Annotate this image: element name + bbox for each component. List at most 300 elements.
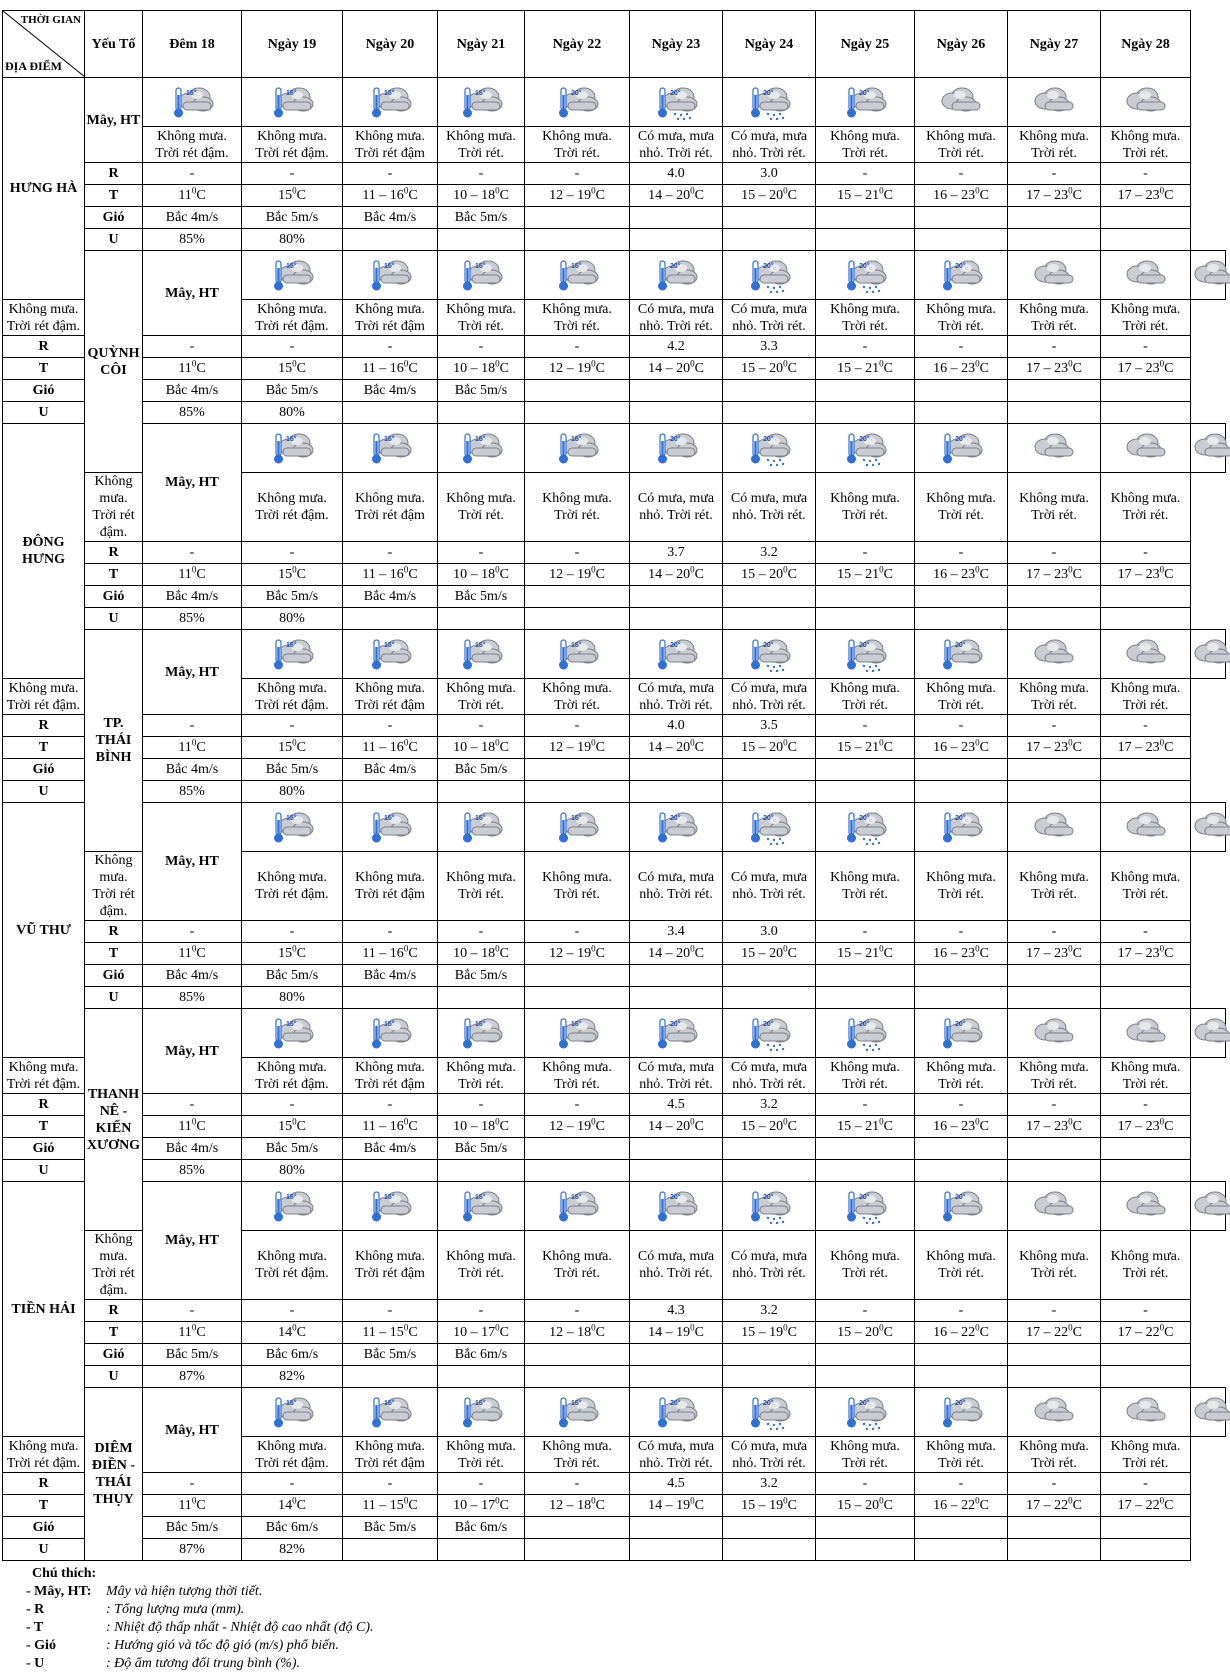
humidity-value xyxy=(525,1539,630,1561)
desc-line: nhỏ. Trời rét. xyxy=(639,508,713,523)
cloud-thermometer-icon xyxy=(367,428,413,468)
weather-desc xyxy=(915,1231,1008,1300)
weather-icon-cell xyxy=(1191,803,1226,852)
rain-value: - xyxy=(816,1094,915,1116)
temp-range: 16 – 23 xyxy=(933,361,976,376)
degree-mark: 0 xyxy=(975,737,980,748)
degree-mark: 0 xyxy=(292,737,297,748)
cloud-icon xyxy=(1191,428,1230,468)
desc-line: Không mưa. xyxy=(355,128,425,144)
weather-icon-cell xyxy=(525,1009,630,1058)
element-t: T xyxy=(85,943,143,965)
temp-range: 17 – 23 xyxy=(1026,946,1069,961)
humidity-value xyxy=(343,1160,438,1182)
temp-value xyxy=(242,1116,343,1138)
desc-line: Không mưa. xyxy=(94,1232,133,1264)
rain-value: - xyxy=(343,542,438,564)
weather-desc xyxy=(1101,852,1191,921)
temp-unit: C xyxy=(694,946,704,961)
desc-line: Trời rét. xyxy=(554,145,600,161)
temp-unit: C xyxy=(1072,1498,1082,1513)
day-header: Ngày 19 xyxy=(242,11,343,78)
humidity-value xyxy=(1101,987,1191,1009)
temp-value xyxy=(242,564,343,586)
rain-cloud-thermometer-icon xyxy=(746,1013,792,1053)
humidity-value xyxy=(343,229,438,251)
wind-value xyxy=(816,586,915,608)
desc-line: Không mưa. xyxy=(1110,680,1181,696)
desc-line: Trời rét đậm xyxy=(355,318,425,334)
degree-mark: 0 xyxy=(1068,1495,1073,1506)
desc-line: Không mưa. xyxy=(446,1059,516,1075)
weather-icon-cell xyxy=(1008,78,1101,127)
weather-desc xyxy=(1101,300,1191,336)
temp-value xyxy=(438,185,525,207)
weather-desc xyxy=(143,127,242,163)
legend-key: - R xyxy=(26,1602,45,1617)
weather-desc xyxy=(1008,1437,1101,1473)
weather-icon-cell xyxy=(1101,424,1191,473)
rain-value: 4.0 xyxy=(630,715,723,737)
weather-icon-cell xyxy=(343,1009,438,1058)
weather-desc xyxy=(343,127,438,163)
cloud-icon xyxy=(1191,634,1230,674)
cloud-icon xyxy=(1191,1013,1230,1053)
temp-value xyxy=(343,943,438,965)
cloud-thermometer-icon xyxy=(367,634,413,674)
temp-label: 15° xyxy=(571,1194,582,1201)
weather-desc xyxy=(438,473,525,542)
cloud-thermometer-icon xyxy=(653,428,699,468)
temp-label: 20° xyxy=(670,642,681,649)
desc-line: Trời rét. xyxy=(1031,318,1077,334)
temp-unit: C xyxy=(787,567,797,582)
rain-value: - xyxy=(915,163,1008,185)
humidity-value xyxy=(1008,1366,1101,1388)
wind-value xyxy=(630,759,723,781)
desc-line: Trời rét. xyxy=(938,1266,984,1281)
weather-desc xyxy=(723,679,816,715)
weather-icon-cell xyxy=(630,424,723,473)
desc-line: Không mưa. xyxy=(830,1059,900,1075)
desc-line: Trời rét đậm. xyxy=(255,145,329,161)
degree-mark: 0 xyxy=(1068,185,1073,196)
weather-icon-cell xyxy=(525,1182,630,1231)
temp-range: 10 – 18 xyxy=(453,946,496,961)
rain-value: - xyxy=(143,542,242,564)
rain-value: - xyxy=(1008,542,1101,564)
weather-icon-cell xyxy=(242,251,343,300)
humidity-value xyxy=(525,229,630,251)
temp-unit: C xyxy=(694,740,704,755)
weather-icon-cell xyxy=(816,1182,915,1231)
cloud-thermometer-icon xyxy=(458,255,504,295)
temp-label: 15° xyxy=(384,1400,395,1407)
cloud-thermometer-icon xyxy=(653,1013,699,1053)
degree-mark: 0 xyxy=(975,1116,980,1127)
weather-desc xyxy=(242,1231,343,1300)
degree-mark: 0 xyxy=(495,564,500,575)
temp-unit: C xyxy=(694,361,704,376)
weather-icon-cell xyxy=(723,803,816,852)
wind-value: Bắc 4m/s xyxy=(143,380,242,402)
temp-range: 15 xyxy=(278,567,293,582)
rain-value: - xyxy=(1008,715,1101,737)
wind-value: Bắc 5m/s xyxy=(438,759,525,781)
legend-item xyxy=(26,1601,1226,1619)
humidity-value xyxy=(343,402,438,424)
desc-line: Không mưa. xyxy=(8,1438,79,1454)
temp-value xyxy=(1008,943,1101,965)
humidity-value xyxy=(438,402,525,424)
desc-line: Trời rét. xyxy=(842,508,888,523)
station-temp-row xyxy=(3,358,1226,380)
degree-mark: 0 xyxy=(879,1495,884,1506)
temp-range: 17 – 23 xyxy=(1026,361,1069,376)
humidity-value: 80% xyxy=(242,229,343,251)
temp-value xyxy=(630,564,723,586)
weather-icon-cell xyxy=(525,1388,630,1437)
temp-unit: C xyxy=(1164,1119,1174,1134)
degree-mark: 0 xyxy=(1068,943,1073,954)
station-name: DIÊM ĐIỀN - THÁI THỤY xyxy=(85,1388,143,1561)
desc-line: Trời rét. xyxy=(458,1455,504,1471)
temp-range: 11 xyxy=(178,1498,192,1513)
station-humidity-row xyxy=(3,608,1226,630)
weather-icon-cell xyxy=(816,630,915,679)
weather-icon-cell xyxy=(723,1182,816,1231)
station-temp-row xyxy=(3,1116,1226,1138)
weather-desc xyxy=(438,127,525,163)
temp-value xyxy=(1008,564,1101,586)
wind-value xyxy=(723,1138,816,1160)
station-icon-row xyxy=(3,1009,1226,1058)
desc-line: Có mưa, mưa xyxy=(637,680,715,696)
degree-mark: 0 xyxy=(690,1322,695,1333)
rain-value: - xyxy=(525,1300,630,1322)
cloud-icon xyxy=(1191,807,1230,847)
rain-value: 3.2 xyxy=(723,542,816,564)
wind-value: Bắc 5m/s xyxy=(143,1517,242,1539)
humidity-value xyxy=(343,1366,438,1388)
humidity-value: 80% xyxy=(242,1160,343,1182)
wind-value xyxy=(525,1517,630,1539)
element-u: U xyxy=(85,987,143,1009)
temp-label: 15° xyxy=(384,1194,395,1201)
weather-desc xyxy=(242,1437,343,1473)
temp-value xyxy=(525,358,630,380)
degree-mark: 0 xyxy=(1068,1116,1073,1127)
element-t: T xyxy=(3,737,85,759)
weather-icon-cell xyxy=(438,1388,525,1437)
temp-range: 11 xyxy=(178,188,192,203)
degree-mark: 0 xyxy=(495,737,500,748)
temp-value xyxy=(816,1322,915,1344)
temp-range: 11 – 16 xyxy=(362,740,404,755)
desc-line: Trời rét. xyxy=(554,1455,600,1471)
temp-label: 15° xyxy=(286,1400,297,1407)
weather-desc xyxy=(915,127,1008,163)
element-gio: Gió xyxy=(85,965,143,987)
element-u: U xyxy=(85,229,143,251)
desc-line: Không mưa. xyxy=(446,301,516,317)
temp-value xyxy=(525,943,630,965)
weather-desc xyxy=(723,852,816,921)
temp-value xyxy=(723,1116,816,1138)
temp-label: 20° xyxy=(859,1400,870,1407)
cloud-thermometer-icon xyxy=(653,1392,699,1432)
temp-label: 20° xyxy=(955,263,966,270)
humidity-value xyxy=(438,229,525,251)
wind-value xyxy=(1101,759,1191,781)
station-wind-row xyxy=(3,965,1226,987)
temp-unit: C xyxy=(499,361,509,376)
temp-value xyxy=(915,1322,1008,1344)
rain-value: - xyxy=(438,1094,525,1116)
temp-range: 11 xyxy=(178,740,192,755)
temp-unit: C xyxy=(1072,1119,1082,1134)
temp-label: 20° xyxy=(859,90,870,97)
rain-value: - xyxy=(438,1300,525,1322)
temp-value xyxy=(1008,358,1101,380)
desc-line: Không mưa. xyxy=(257,301,327,317)
day-header: Ngày 27 xyxy=(1008,11,1101,78)
station-icon-row xyxy=(3,1182,1226,1231)
degree-mark: 0 xyxy=(1068,564,1073,575)
cloud-icon xyxy=(1031,1392,1077,1432)
rain-cloud-thermometer-icon xyxy=(842,1392,888,1432)
temp-label: 15° xyxy=(475,1021,486,1028)
desc-line: Không mưa. xyxy=(1110,1249,1181,1264)
cloud-thermometer-icon xyxy=(367,82,413,122)
temp-range: 11 xyxy=(178,1119,192,1134)
temp-label: 20° xyxy=(859,263,870,270)
desc-line: Có mưa, mưa xyxy=(637,491,715,506)
weather-icon-cell xyxy=(630,1009,723,1058)
temp-unit: C xyxy=(979,361,989,376)
temp-label: 15° xyxy=(475,815,486,822)
temp-unit: C xyxy=(787,740,797,755)
temp-value xyxy=(143,737,242,759)
wind-value: Bắc 4m/s xyxy=(143,965,242,987)
desc-line: Trời rét đậm. xyxy=(155,145,229,161)
humidity-value xyxy=(525,987,630,1009)
weather-icon-cell xyxy=(343,78,438,127)
desc-line: Trời rét đậm xyxy=(355,145,425,161)
temp-value xyxy=(438,1322,525,1344)
temp-range: 11 – 16 xyxy=(362,188,404,203)
degree-mark: 0 xyxy=(879,737,884,748)
humidity-value: 80% xyxy=(242,781,343,803)
weather-desc xyxy=(85,1231,143,1300)
weather-icon-cell xyxy=(630,1388,723,1437)
weather-desc xyxy=(1101,1437,1191,1473)
temp-unit: C xyxy=(979,740,989,755)
temp-range: 14 – 20 xyxy=(648,188,691,203)
rain-cloud-thermometer-icon xyxy=(746,1186,792,1226)
temp-unit: C xyxy=(408,188,418,203)
weather-icon-cell xyxy=(1101,630,1191,679)
temp-unit: C xyxy=(694,188,704,203)
station-rain-row xyxy=(3,163,1226,185)
desc-line: Không mưa. xyxy=(830,1438,900,1454)
weather-desc xyxy=(3,1058,85,1094)
element-may-ht: Mây, HT xyxy=(143,1388,242,1473)
temp-range: 15 – 20 xyxy=(837,1498,880,1513)
rain-value: - xyxy=(438,921,525,943)
temp-label: 15° xyxy=(571,815,582,822)
element-t: T xyxy=(85,564,143,586)
element-u: U xyxy=(85,1366,143,1388)
temp-range: 15 xyxy=(278,361,293,376)
temp-range: 17 – 22 xyxy=(1117,1498,1160,1513)
weather-icon-cell xyxy=(723,424,816,473)
degree-mark: 0 xyxy=(783,1116,788,1127)
humidity-value xyxy=(1101,229,1191,251)
station-humidity-row xyxy=(3,1366,1226,1388)
temp-unit: C xyxy=(499,1498,509,1513)
cloud-thermometer-icon xyxy=(367,1186,413,1226)
temp-label: 15° xyxy=(475,642,486,649)
desc-line: Có mưa, mưa xyxy=(637,301,715,317)
desc-line: Không mưa. xyxy=(1110,128,1181,144)
temp-label: 20° xyxy=(763,90,774,97)
temp-value xyxy=(1101,943,1191,965)
desc-line: Không mưa. xyxy=(446,680,516,696)
humidity-value xyxy=(438,1160,525,1182)
rain-value: - xyxy=(438,163,525,185)
wind-value: Bắc 5m/s xyxy=(143,1344,242,1366)
temp-value xyxy=(242,1495,343,1517)
temp-unit: C xyxy=(883,946,893,961)
desc-line: nhỏ. Trời rét. xyxy=(639,1076,713,1092)
desc-line: Trời rét. xyxy=(554,318,600,334)
header-row xyxy=(3,11,1226,78)
humidity-value xyxy=(723,1366,816,1388)
wind-value: Bắc 5m/s xyxy=(242,207,343,229)
temp-range: 15 xyxy=(278,188,293,203)
degree-mark: 0 xyxy=(292,564,297,575)
rain-value: 3.4 xyxy=(630,921,723,943)
desc-line: Không mưa. xyxy=(542,1249,612,1264)
wind-value xyxy=(630,1517,723,1539)
weather-icon-cell xyxy=(723,78,816,127)
rain-value: - xyxy=(143,1300,242,1322)
weather-desc xyxy=(816,300,915,336)
degree-mark: 0 xyxy=(495,1495,500,1506)
day-header: Ngày 25 xyxy=(816,11,915,78)
weather-desc xyxy=(3,1437,85,1473)
temp-value xyxy=(723,358,816,380)
legend-title: Chú thích: xyxy=(32,1566,97,1581)
temp-label: 15° xyxy=(286,436,297,443)
weather-desc xyxy=(630,1231,723,1300)
rain-value: 3.2 xyxy=(723,1300,816,1322)
cloud-thermometer-icon xyxy=(367,1013,413,1053)
rain-value: - xyxy=(242,1094,343,1116)
temp-label: 15° xyxy=(384,436,395,443)
temp-label: 15° xyxy=(475,436,486,443)
rain-value: - xyxy=(1101,715,1191,737)
desc-line: nhỏ. Trời rét. xyxy=(732,318,806,334)
temp-value xyxy=(343,1495,438,1517)
temp-unit: C xyxy=(408,1325,418,1340)
degree-mark: 0 xyxy=(591,737,596,748)
degree-mark: 0 xyxy=(191,943,197,954)
temp-range: 15 – 21 xyxy=(837,188,880,203)
degree-mark: 0 xyxy=(975,358,980,369)
degree-mark: 0 xyxy=(783,1495,788,1506)
humidity-value xyxy=(723,402,816,424)
time-label: THỜI GIAN xyxy=(20,14,81,26)
weather-icon-cell xyxy=(1191,424,1226,473)
forecast-document xyxy=(2,10,1226,1673)
weather-desc xyxy=(1008,473,1101,542)
humidity-value: 85% xyxy=(143,1160,242,1182)
temp-range: 11 – 15 xyxy=(362,1325,404,1340)
temp-value xyxy=(630,943,723,965)
temp-range: 12 – 19 xyxy=(549,946,592,961)
weather-icon-cell xyxy=(438,78,525,127)
desc-line: Trời rét. xyxy=(554,697,600,713)
desc-line: Trời rét. xyxy=(458,697,504,713)
cloud-thermometer-icon xyxy=(458,807,504,847)
temp-label: 15° xyxy=(571,1021,582,1028)
temp-label: 15° xyxy=(384,642,395,649)
station-icon-row xyxy=(3,251,1226,300)
weather-icon-cell xyxy=(915,1009,1008,1058)
desc-line: Trời rét đậm. xyxy=(255,1266,329,1281)
wind-value xyxy=(816,207,915,229)
temp-range: 12 – 19 xyxy=(549,361,592,376)
rain-value: 4.3 xyxy=(630,1300,723,1322)
station-wind-row xyxy=(3,207,1226,229)
desc-line: Không mưa. xyxy=(1110,1438,1181,1454)
desc-line: nhỏ. Trời rét. xyxy=(732,887,806,902)
temp-range: 10 – 17 xyxy=(453,1325,496,1340)
temp-range: 11 – 15 xyxy=(362,1498,404,1513)
temp-range: 14 xyxy=(278,1498,293,1513)
wind-value xyxy=(630,965,723,987)
degree-mark: 0 xyxy=(975,185,980,196)
cloud-thermometer-icon xyxy=(554,428,600,468)
cloud-thermometer-icon xyxy=(938,634,984,674)
degree-mark: 0 xyxy=(191,1322,197,1333)
weather-desc xyxy=(723,127,816,163)
temp-unit: C xyxy=(296,946,306,961)
rain-value: 3.0 xyxy=(723,163,816,185)
wind-value xyxy=(1101,207,1191,229)
temp-value xyxy=(723,737,816,759)
temp-unit: C xyxy=(787,1325,797,1340)
cloud-thermometer-icon xyxy=(169,82,215,122)
desc-line: Có mưa, mưa xyxy=(730,301,808,317)
temp-value xyxy=(1101,358,1191,380)
wind-value: Bắc 5m/s xyxy=(438,965,525,987)
temp-range: 15 – 19 xyxy=(741,1498,784,1513)
temp-range: 11 xyxy=(178,946,192,961)
wind-value: Bắc 5m/s xyxy=(242,759,343,781)
desc-line: Có mưa, mưa xyxy=(637,128,715,144)
cloud-icon xyxy=(1031,1013,1077,1053)
element-r: R xyxy=(85,542,143,564)
rain-value: - xyxy=(343,336,438,358)
degree-mark: 0 xyxy=(403,358,409,369)
station-temp-row xyxy=(3,1495,1226,1517)
degree-mark: 0 xyxy=(191,185,197,196)
cloud-thermometer-icon xyxy=(458,634,504,674)
degree-mark: 0 xyxy=(403,1495,409,1506)
